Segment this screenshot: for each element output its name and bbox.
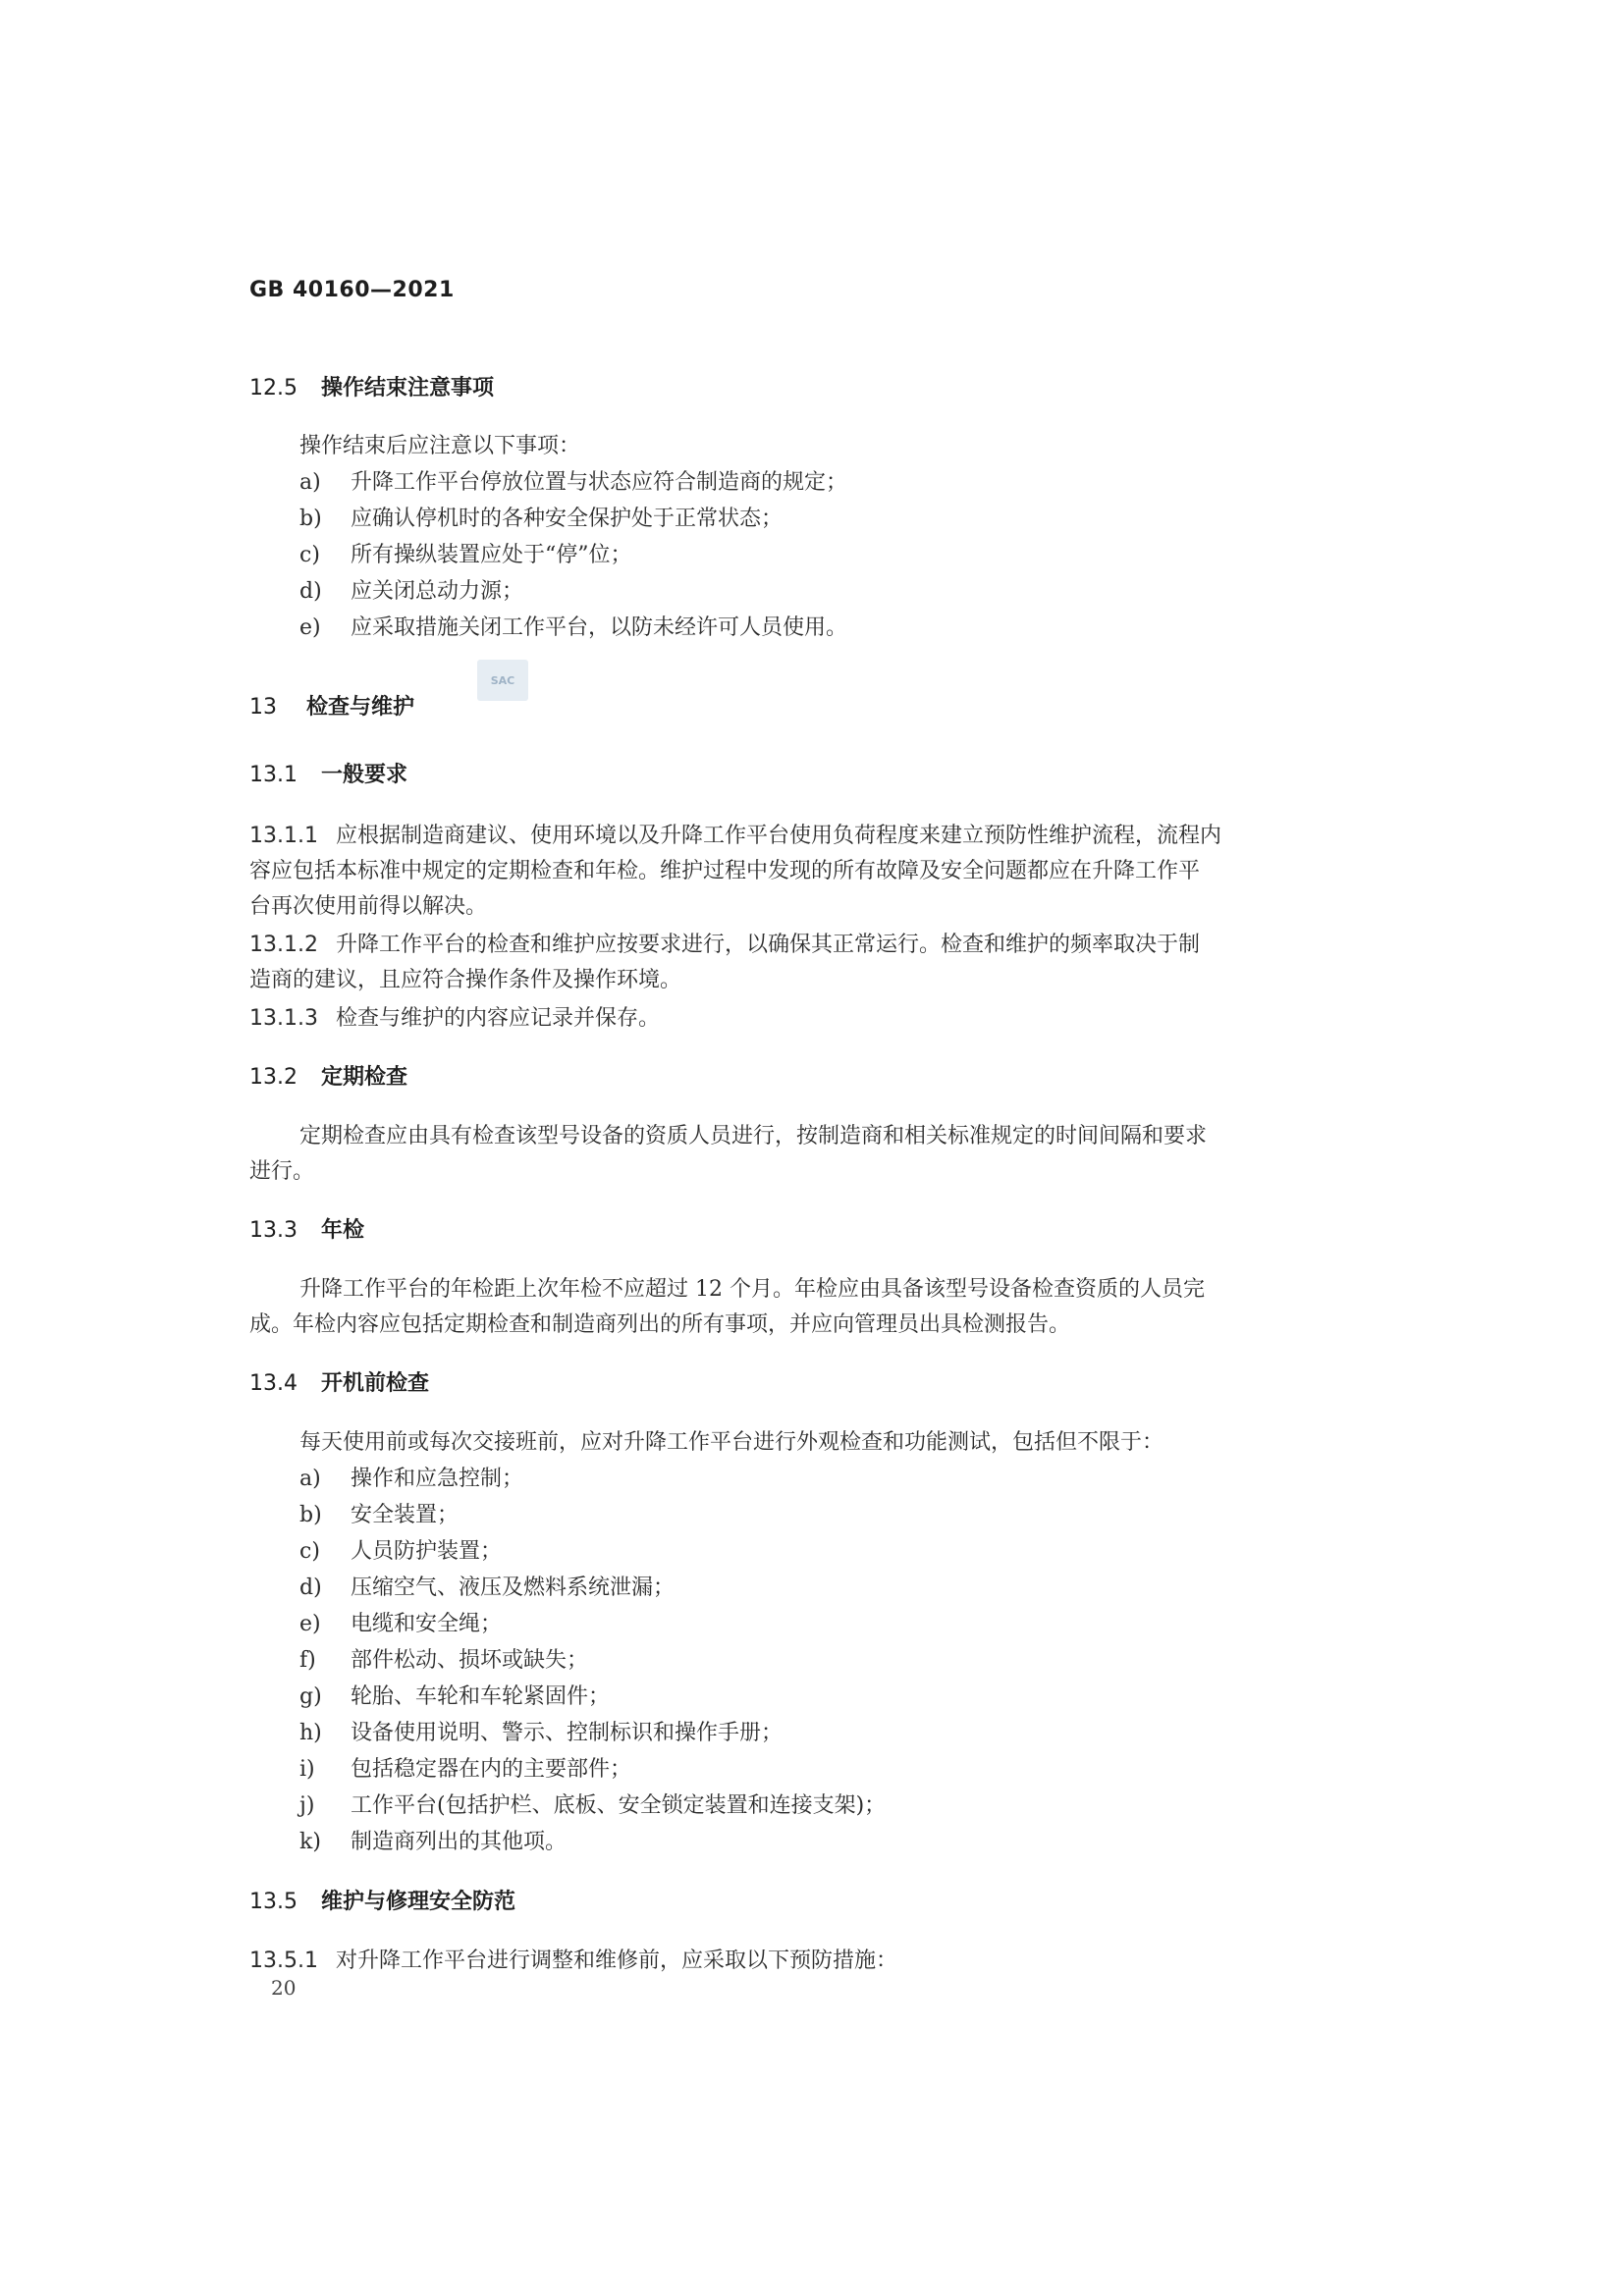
intro-13-4: 每天使用前或每次交接班前，应对升降工作平台进行外观检查和功能测试，包括但不限于： — [299, 1430, 1164, 1455]
paragraph-line: 进行。 — [249, 1159, 315, 1184]
list-item: j) 工作平台(包括护栏、底板、安全锁定装置和连接支架)； — [299, 1793, 887, 1818]
paragraph-line: 容应包括本标准中规定的定期检查和年检。维护过程中发现的所有故障及安全问题都应在升降工作平 — [249, 859, 1201, 883]
list-item: b) 应确认停机时的各种安全保护处于正常状态； — [299, 507, 784, 531]
list-item: d) 压缩空气、液压及燃料系统泄漏； — [299, 1575, 676, 1600]
paragraph-13-1-1: 13.1.1 应根据制造商建议、使用环境以及升降工作平台使用负荷程度来建立预防性维护流程，流程内 — [249, 824, 1221, 848]
list-item: c) 人员防护装置； — [299, 1539, 503, 1564]
list-item: h) 设备使用说明、警示、控制标识和操作手册； — [299, 1721, 784, 1745]
paragraph-line: 台再次使用前得以解决。 — [249, 894, 488, 919]
paragraph-13-1-3: 13.1.3 检查与维护的内容应记录并保存。 — [249, 1006, 660, 1031]
paragraph-13-5-1: 13.5.1 对升降工作平台进行调整和维修前，应采取以下预防措施： — [249, 1949, 897, 1973]
page-number: 20 — [271, 1976, 297, 2000]
heading-13-3: 13.3 年检 — [249, 1218, 364, 1243]
heading-13-1: 13.1 一般要求 — [249, 763, 407, 787]
standard-number: GB 40160—2021 — [249, 278, 455, 302]
heading-13-5: 13.5 维护与修理安全防范 — [249, 1890, 515, 1914]
list-item: g) 轮胎、车轮和车轮紧固件； — [299, 1684, 611, 1709]
paragraph-line: 造商的建议，且应符合操作条件及操作环境。 — [249, 968, 682, 992]
heading-12-5: 12.5 操作结束注意事项 — [249, 376, 494, 400]
heading-13-2: 13.2 定期检查 — [249, 1065, 407, 1090]
list-item: e) 应采取措施关闭工作平台，以防未经许可人员使用。 — [299, 615, 848, 640]
list-item: a) 升降工作平台停放位置与状态应符合制造商的规定； — [299, 470, 848, 495]
heading-13: 13 检查与维护 — [249, 695, 415, 720]
sac-watermark-logo: SAC — [477, 660, 528, 701]
list-item: i) 包括稳定器在内的主要部件； — [299, 1757, 632, 1782]
paragraph-13-1-2: 13.1.2 升降工作平台的检查和维护应按要求进行，以确保其正常运行。检查和维护的频率取决于制 — [249, 933, 1200, 957]
list-item: b) 安全装置； — [299, 1503, 460, 1527]
list-item: c) 所有操纵装置应处于“停”位； — [299, 543, 632, 567]
paragraph-13-2: 定期检查应由具有检查该型号设备的资质人员进行，按制造商和相关标准规定的时间间隔和要求 — [299, 1124, 1208, 1148]
paragraph-line: 成。年检内容应包括定期检查和制造商列出的所有事项，并应向管理员出具检测报告。 — [249, 1312, 1071, 1337]
list-item: d) 应关闭总动力源； — [299, 579, 524, 604]
paragraph-13-3: 升降工作平台的年检距上次年检不应超过 12 个月。年检应由具备该型号设备检查资质的人员完 — [299, 1277, 1205, 1302]
list-item: e) 电缆和安全绳； — [299, 1612, 503, 1636]
heading-13-4: 13.4 开机前检查 — [249, 1371, 429, 1396]
list-item: k) 制造商列出的其他项。 — [299, 1830, 568, 1854]
list-item: a) 操作和应急控制； — [299, 1467, 524, 1491]
list-item: f) 部件松动、损坏或缺失； — [299, 1648, 589, 1673]
intro-12-5: 操作结束后应注意以下事项： — [299, 434, 581, 458]
